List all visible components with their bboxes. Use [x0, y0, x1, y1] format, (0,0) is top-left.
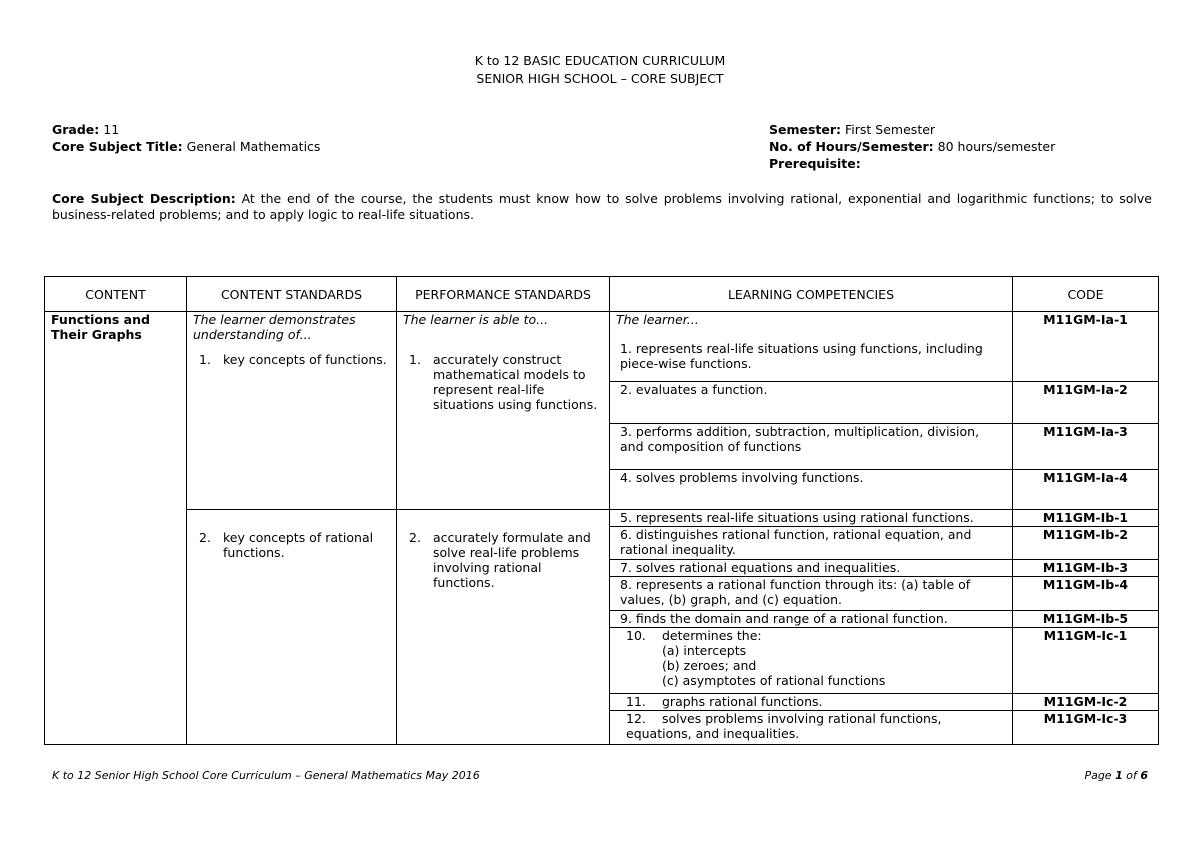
- competency-num: 11.: [626, 694, 646, 709]
- table-header-row: [45, 277, 1159, 312]
- competency-text: 1. represents real-life situations using functions, including piece-wise functions.: [620, 341, 983, 371]
- hours-value: 80 hours/semester: [937, 139, 1056, 154]
- code-cell: M11GM-Ib-3: [1013, 560, 1159, 577]
- curriculum-title: K to 12 BASIC EDUCATION CURRICULUM: [474, 53, 726, 68]
- content-standards-cell: [187, 312, 397, 510]
- performance-standards-cell: [397, 312, 610, 510]
- competency-intro: The learner...: [616, 312, 699, 327]
- performance-standard-num: 1.: [409, 352, 421, 367]
- competency-cell: 9. finds the domain and range of a rational function.: [610, 611, 1013, 628]
- page-number: [1084, 769, 1148, 782]
- subject-line: [52, 139, 320, 155]
- content-standard-2: [193, 530, 390, 560]
- footer-title: K to 12 Senior High School Core Curriculum – General Mathematics May 2016: [52, 769, 480, 782]
- page-of: of: [1126, 769, 1137, 782]
- header-content-standards: CONTENT STANDARDS: [187, 277, 397, 312]
- competency-cell: [610, 312, 1013, 382]
- description-text: At the end of the course, the students must know how to solve problems involving rational, exponential and logarithmic functions; to solve business-related problems; and to apply logic to real-life situations.: [52, 191, 1152, 222]
- code-cell: M11GM-Ia-1: [1013, 312, 1159, 382]
- semester-label: Semester:: [769, 122, 842, 137]
- subject-value: General Mathematics: [186, 139, 321, 154]
- header-code: CODE: [1013, 277, 1159, 312]
- subject-label: Core Subject Title:: [52, 139, 183, 154]
- table-row: [45, 312, 1159, 382]
- code-cell: M11GM-Ia-4: [1013, 470, 1159, 510]
- competency-num: 10.: [626, 628, 646, 643]
- standards-intro: The learner demonstrates understanding of...: [193, 312, 356, 342]
- semester-value: First Semester: [845, 122, 936, 137]
- competency-sub-c: (c) asymptotes of rational functions: [662, 673, 886, 688]
- competency-cell: 6. distinguishes rational function, rational equation, and rational inequality.: [610, 527, 1013, 560]
- code-cell: M11GM-Ib-4: [1013, 577, 1159, 611]
- code-cell: M11GM-Ia-2: [1013, 382, 1159, 424]
- prereq-line: [769, 156, 861, 172]
- subject-description: [52, 191, 1152, 223]
- grade-value: 11: [103, 122, 120, 137]
- competency-sub-a: (a) intercepts: [662, 643, 747, 658]
- competency-cell: 3. performs addition, subtraction, multiplication, division, and composition of functions: [610, 424, 1013, 470]
- content-standard-text: key concepts of functions.: [223, 352, 387, 367]
- competency-cell: 2. evaluates a function.: [610, 382, 1013, 424]
- competency-cell: [610, 628, 1013, 694]
- curriculum-subtitle: SENIOR HIGH SCHOOL – CORE SUBJECT: [476, 71, 724, 86]
- competency-cell: [610, 694, 1013, 711]
- code-cell: M11GM-Ib-2: [1013, 527, 1159, 560]
- competency-text: determines the:: [662, 628, 762, 643]
- performance-standard-text: accurately construct mathematical models to represent real-life situations using functions.: [433, 352, 598, 412]
- table-row: [45, 510, 1159, 527]
- hours-line: [769, 139, 1055, 155]
- code-cell: M11GM-Ic-2: [1013, 694, 1159, 711]
- code-cell: M11GM-Ia-3: [1013, 424, 1159, 470]
- performance-standards-cell: [397, 510, 610, 745]
- page-prefix: Page: [1084, 769, 1112, 782]
- performance-standard-2: [403, 530, 603, 590]
- competency-cell: 7. solves rational equations and inequalities.: [610, 560, 1013, 577]
- code-cell: M11GM-Ib-5: [1013, 611, 1159, 628]
- code-cell: M11GM-Ic-3: [1013, 711, 1159, 745]
- prereq-label: Prerequisite:: [769, 156, 861, 171]
- content-cell: Functions and Their Graphs: [45, 312, 187, 745]
- code-cell: M11GM-Ib-1: [1013, 510, 1159, 527]
- competency-text: solves problems involving rational functions, equations, and inequalities.: [626, 711, 942, 741]
- performance-standard-num: 2.: [409, 530, 421, 545]
- curriculum-table: [44, 276, 1159, 745]
- performance-standard-1: [403, 352, 603, 412]
- description-label: Core Subject Description:: [52, 191, 236, 206]
- content-standards-cell: [187, 510, 397, 745]
- header-performance-standards: PERFORMANCE STANDARDS: [397, 277, 610, 312]
- semester-line: [769, 122, 935, 138]
- content-standard-1: [193, 352, 390, 367]
- page-current: 1: [1115, 769, 1123, 782]
- page-total: 6: [1140, 769, 1148, 782]
- content-standard-text: key concepts of rational functions.: [223, 530, 374, 560]
- hours-label: No. of Hours/Semester:: [769, 139, 934, 154]
- competency-num: 12.: [626, 711, 646, 726]
- content-standard-num: 2.: [199, 530, 211, 545]
- header-learning-competencies: LEARNING COMPETENCIES: [610, 277, 1013, 312]
- competency-text: graphs rational functions.: [662, 694, 823, 709]
- competency-cell: [610, 711, 1013, 745]
- performance-standard-text: accurately formulate and solve real-life problems involving rational functions.: [433, 530, 591, 590]
- grade-line: [52, 122, 119, 138]
- competency-cell: 5. represents real-life situations using rational functions.: [610, 510, 1013, 527]
- header-content: CONTENT: [45, 277, 187, 312]
- grade-label: Grade:: [52, 122, 100, 137]
- performance-intro: The learner is able to...: [403, 312, 549, 327]
- competency-cell: 4. solves problems involving functions.: [610, 470, 1013, 510]
- code-cell: M11GM-Ic-1: [1013, 628, 1159, 694]
- competency-sub-b: (b) zeroes; and: [662, 658, 757, 673]
- competency-cell: 8. represents a rational function through its: (a) table of values, (b) graph, and (c) equation.: [610, 577, 1013, 611]
- content-standard-num: 1.: [199, 352, 211, 367]
